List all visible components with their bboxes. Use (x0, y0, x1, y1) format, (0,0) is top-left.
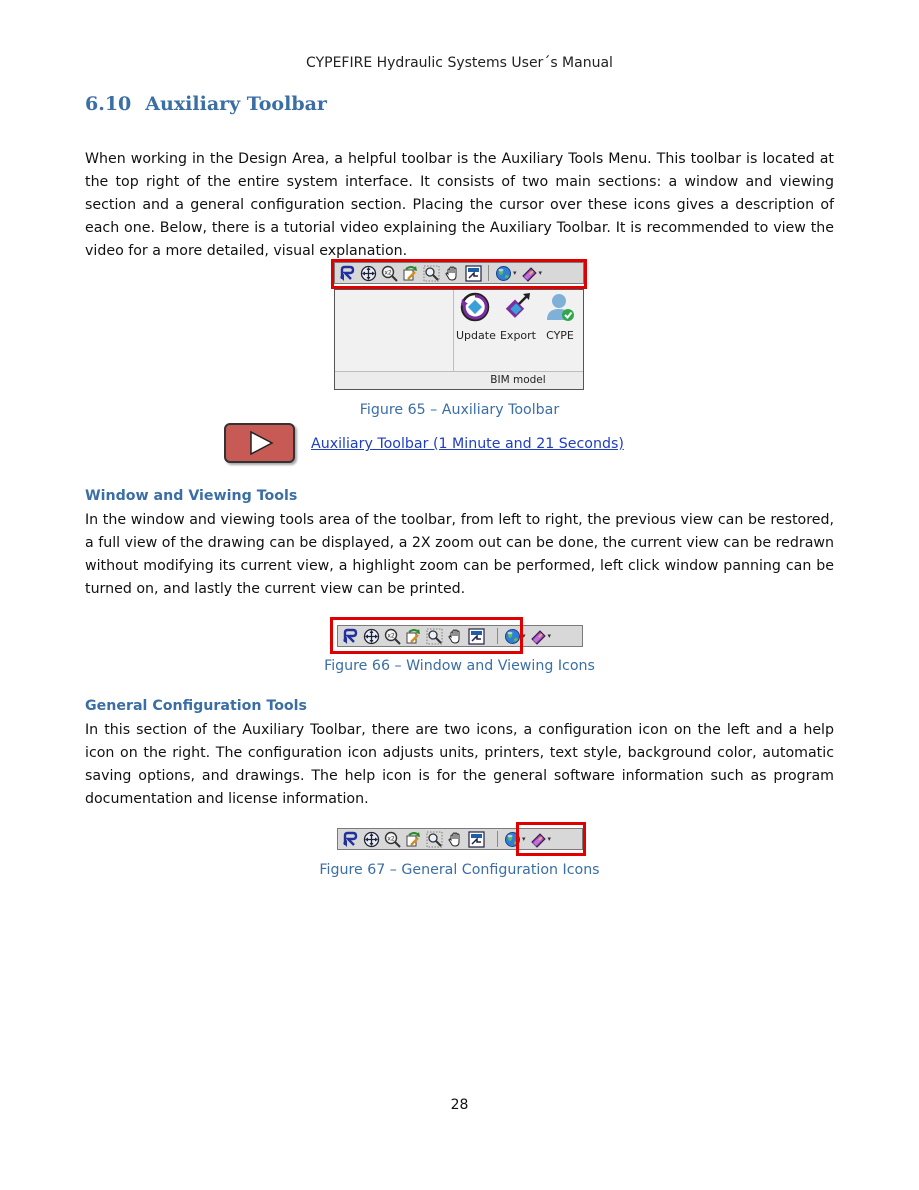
update-label: Update (456, 329, 496, 342)
section-title: Auxiliary Toolbar (145, 93, 327, 115)
highlight-zoom-icon[interactable] (426, 831, 443, 848)
general-tools-heading: General Configuration Tools (85, 698, 307, 714)
cype-button[interactable] (541, 290, 579, 342)
update-icon (458, 290, 492, 324)
pan-hand-icon[interactable] (447, 831, 464, 848)
dropdown-arrow-icon[interactable]: ▾ (522, 631, 526, 640)
zoom-out-2x-icon[interactable] (384, 831, 401, 848)
figure-65-caption: Figure 65 – Auxiliary Toolbar (359, 402, 560, 418)
window-tools-heading: Window and Viewing Tools (85, 488, 298, 504)
highlight-box-full-toolbar (331, 259, 587, 289)
full-view-icon[interactable] (363, 831, 380, 848)
figure-67-caption: Figure 67 – General Configuration Icons (319, 862, 600, 878)
redraw-icon[interactable] (405, 831, 422, 848)
figure-66-caption: Figure 66 – Window and Viewing Icons (324, 658, 595, 674)
help-book-icon[interactable] (530, 628, 547, 645)
video-link[interactable]: Auxiliary Toolbar (1 Minute and 21 Seconds) (311, 436, 624, 452)
highlight-box-general-tools (516, 822, 586, 856)
section-heading (85, 93, 327, 115)
cype-user-icon (543, 290, 577, 324)
window-tools-paragraph: In the window and viewing tools area of the toolbar, from left to right, the previous view can be restored, a full view of the drawing can be displayed, a 2X zoom out can be done, the current view can be redrawn without modifying its current view, a highlight zoom can be performed, left click window panning can be turned on, and lastly the current view can be printed. (85, 512, 834, 597)
update-button[interactable] (456, 290, 494, 342)
panel-blank-footer (335, 371, 453, 389)
dropdown-arrow-icon[interactable]: ▾ (513, 268, 517, 277)
general-tools-paragraph: In this section of the Auxiliary Toolbar, there are two icons, a configuration icon on the left and a help icon on the right. The configuration icon adjusts units, printers, text style, background color, automatic saving options, and drawings. The help icon is for the general software information such as program documentation and license information. (85, 722, 834, 807)
page-number: 28 (450, 1097, 469, 1113)
print-icon[interactable] (468, 831, 485, 848)
section-number: 6.10 (85, 93, 132, 115)
bim-model-panel (334, 289, 584, 390)
video-play-button[interactable] (224, 423, 295, 463)
export-button[interactable] (499, 290, 537, 342)
highlight-box-window-tools (330, 617, 523, 654)
dropdown-arrow-icon[interactable]: ▾ (538, 268, 543, 277)
cype-label: CYPE (546, 329, 574, 342)
export-label: Export (499, 329, 536, 342)
dropdown-arrow-icon[interactable]: ▾ (547, 631, 552, 640)
toolbar-separator (497, 831, 498, 847)
bim-model-label: BIM model (453, 371, 583, 389)
previous-view-icon[interactable] (342, 831, 359, 848)
play-icon (226, 425, 293, 461)
dropdown-arrow-icon[interactable]: ▾ (547, 834, 552, 843)
export-icon (501, 290, 535, 324)
running-header: CYPEFIRE Hydraulic Systems User´s Manual (306, 55, 613, 71)
intro-paragraph: When working in the Design Area, a helpful toolbar is the Auxiliary Tools Menu. This toolbar is located at the top right of the entire system interface. It consists of two main sections: a window and viewing section and a general configuration section. Placing the cursor over these icons gives a description of each one. Below, there is a tutorial video explaining the Auxiliary Toolbar. It is recommended to view the video for a more detailed, visual explanation. (85, 151, 834, 259)
dropdown-arrow-icon[interactable]: ▾ (522, 834, 526, 843)
